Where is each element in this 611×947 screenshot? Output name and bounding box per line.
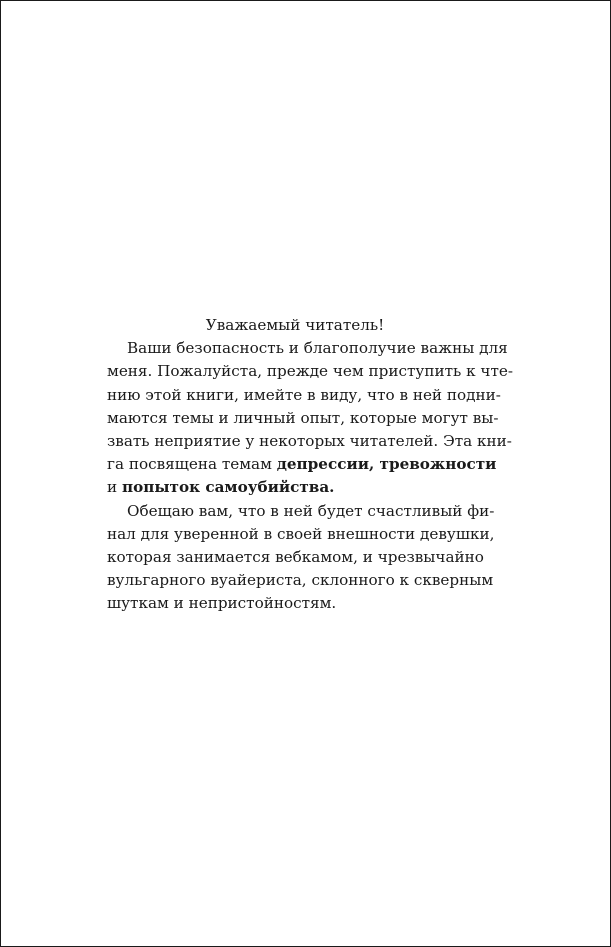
paragraph-1-line-1: Ваши безопасность и благополучие важны для xyxy=(127,339,508,358)
emphasis-suicide-attempts: попыток самоубийства. xyxy=(121,478,335,497)
paragraph-2-line-4: вульгарного вуайериста, склонного к скверным xyxy=(107,571,494,590)
paragraph-1 xyxy=(107,337,513,499)
paragraph-1-line-6 xyxy=(107,453,497,476)
paragraph-2-line-1: Обещаю вам, что в ней будет счастливый фи- xyxy=(127,501,495,520)
content-warning-text xyxy=(107,314,513,616)
paragraph-1-line-3: нию этой книги, имейте в виду, что в ней подни- xyxy=(107,385,501,404)
paragraph-1-line-4: маются темы и личный опыт, которые могут вы- xyxy=(107,408,499,427)
salutation-heading: Уважаемый читатель! xyxy=(205,316,385,334)
paragraph-2 xyxy=(107,500,495,616)
emphasis-depression-anxiety: депрессии, тревожности xyxy=(276,455,497,474)
paragraph-1-line-7-text: и xyxy=(107,478,122,497)
paragraph-1-line-5: звать неприятие у некоторых читателей. Эта кни- xyxy=(107,432,512,451)
paragraph-2-line-5: шуткам и непристойностям. xyxy=(107,594,337,613)
paragraph-2-line-3: которая занимается вебкамом, и чрезвычайно xyxy=(107,548,484,567)
paragraph-1-line-6-text: га посвящена темам xyxy=(107,455,277,474)
paragraph-1-line-7 xyxy=(107,476,483,499)
paragraph-1-line-2: меня. Пожалуйста, прежде чем приступить к чте- xyxy=(107,362,513,381)
paragraph-2-line-2: нал для уверенной в своей внешности девушки, xyxy=(107,524,495,543)
